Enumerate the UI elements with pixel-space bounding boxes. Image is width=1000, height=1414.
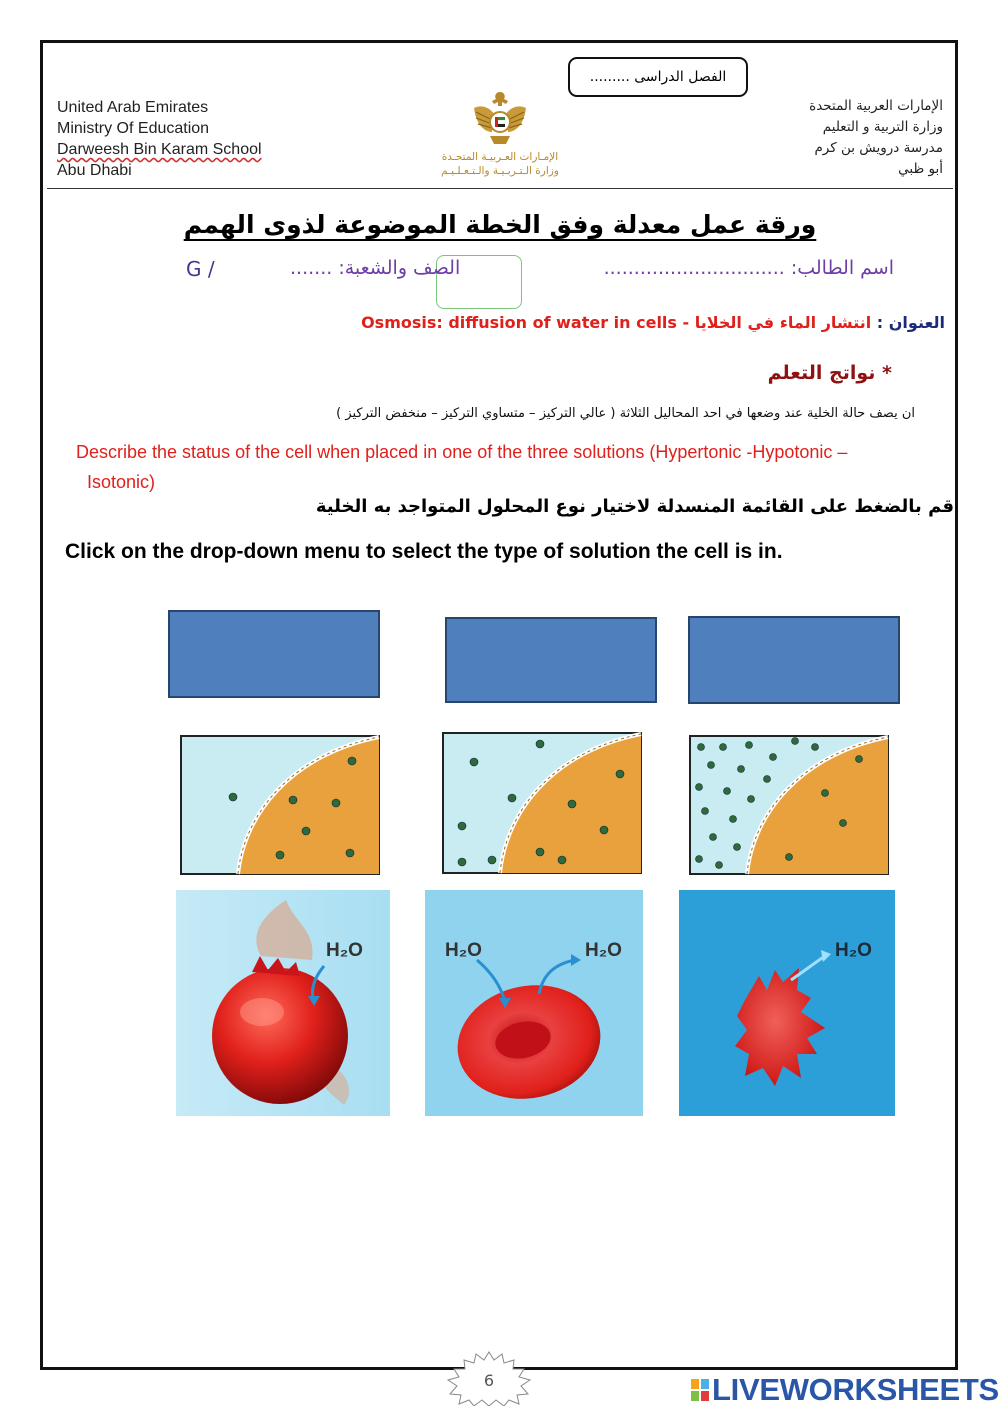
instruction-english: Click on the drop-down menu to select the type of solution the cell is in. xyxy=(65,540,783,563)
uae-emblem-icon xyxy=(468,86,532,150)
arabic-header xyxy=(809,96,943,180)
brand-name: LIVEWORKSHEETS xyxy=(712,1372,999,1407)
isotonic-diagram xyxy=(442,732,642,874)
topic-value: انتشار الماء في الخلايا - Osmosis: diffusion of water in cells xyxy=(361,313,872,332)
instruction-arabic: قم بالضغط على القائمة المنسدلة لاختيار نوع المحلول المتواجد به الخلية xyxy=(315,496,954,517)
semester-box xyxy=(568,57,748,97)
description-arabic: ان يصف حالة الخلية عند وضعها في احد المحاليل الثلاثة ( عالي التركيز – متساوي التركيز – منخفض التركيز ) xyxy=(336,406,915,421)
water-label-1: H₂O xyxy=(326,940,363,961)
description-english xyxy=(76,437,956,497)
student-name-label: اسم الطالب: .............................. xyxy=(603,257,894,279)
header-ministry-ar: وزارة التربية و التعليم xyxy=(822,119,943,135)
semester-label: الفصل الدراسى ......... xyxy=(589,69,727,85)
description-english-line2: Isotonic) xyxy=(87,472,156,492)
header-ministry: Ministry Of Education xyxy=(57,120,210,137)
header-city-ar: أبو ظبي xyxy=(898,161,943,177)
liveworksheets-brand[interactable] xyxy=(690,1372,999,1408)
solution-dropdown-3[interactable] xyxy=(688,616,900,704)
swollen-cell-image xyxy=(176,890,390,1116)
header-country-ar: الإمارات العربية المتحدة xyxy=(809,98,943,114)
hypertonic-diagram xyxy=(689,735,889,875)
english-header xyxy=(57,97,262,181)
hypotonic-diagram xyxy=(180,735,380,875)
shrunken-cell-image xyxy=(679,890,895,1116)
class-section-label: الصف والشعبة: ....... xyxy=(290,257,461,279)
student-name-line xyxy=(604,257,894,279)
water-label-2: H₂O xyxy=(445,940,482,961)
water-label-4: H₂O xyxy=(835,940,872,961)
page-number-badge-icon xyxy=(446,1350,532,1406)
header-country: United Arab Emirates xyxy=(57,99,209,116)
learning-outcomes-heading: * نواتج التعلم xyxy=(767,362,892,384)
emblem-caption xyxy=(420,150,580,178)
page-title xyxy=(0,210,1000,239)
class-section-line xyxy=(290,257,460,279)
topic-label: العنوان : xyxy=(876,313,945,332)
grade-label: G / xyxy=(186,257,215,281)
solution-dropdown-1[interactable] xyxy=(168,610,380,698)
header-school: Darweesh Bin Karam School xyxy=(57,141,262,158)
emblem-caption-line1: الإمـارات العـربيـة المتحـدة xyxy=(441,151,559,163)
solution-dropdown-2[interactable] xyxy=(445,617,657,703)
liveworksheets-logo-icon xyxy=(690,1377,710,1403)
description-english-line1: Describe the status of the cell when placed in one of the three solutions (Hypertonic -Hypotonic – xyxy=(76,442,848,462)
normal-cell-image xyxy=(425,890,643,1116)
water-label-3: H₂O xyxy=(585,940,622,961)
emblem-caption-line2: وزارة الـتـربـيـة والـتـعـلـيـم xyxy=(441,165,559,177)
topic-line xyxy=(361,313,945,332)
header-school-ar: مدرسة درويش بن كرم xyxy=(814,140,943,156)
page-title-text: ورقة عمل معدلة وفق الخطة الموضوعة لذوى الهمم xyxy=(183,210,817,239)
page-border xyxy=(40,40,958,1370)
page-number: 6 xyxy=(483,1371,495,1390)
header-divider xyxy=(47,188,953,189)
header-city: Abu Dhabi xyxy=(57,162,132,179)
